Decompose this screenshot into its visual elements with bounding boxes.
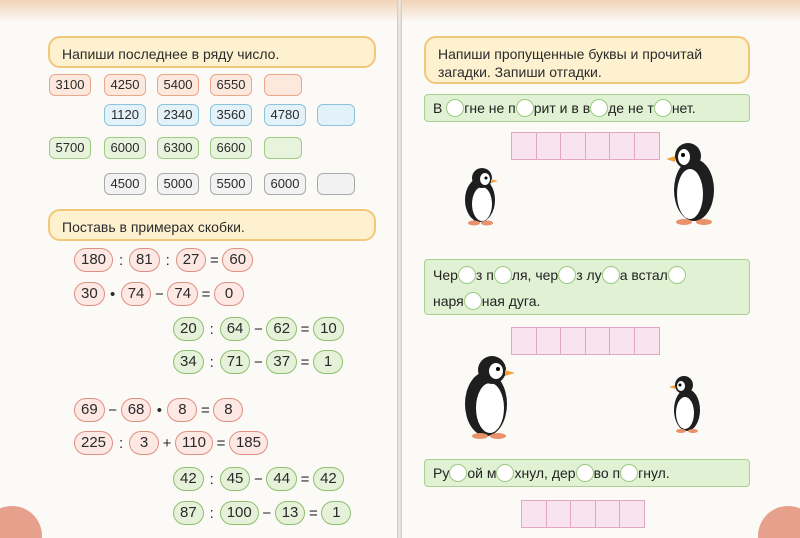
operator-sign: =	[201, 285, 211, 303]
riddle-text: де не т	[608, 100, 654, 116]
example-row	[74, 397, 243, 423]
number-pill: 27	[176, 248, 207, 272]
number-tile: 5700	[49, 137, 91, 159]
number-pill: 100	[220, 501, 259, 525]
riddle-text: гне не п	[464, 100, 516, 116]
operator-sign: :	[209, 504, 214, 522]
book-spine	[397, 0, 402, 538]
answer-box[interactable]	[264, 137, 302, 159]
operator-sign: •	[110, 285, 116, 303]
penguin-illustration	[458, 164, 502, 226]
number-pill: 8	[213, 398, 243, 422]
riddle-3	[424, 459, 750, 487]
number-tile: 4500	[104, 173, 146, 195]
number-pill: 60	[222, 248, 253, 272]
number-tile: 6000	[264, 173, 306, 195]
number-tile: 6000	[104, 137, 146, 159]
riddle-text: ля, чер	[511, 267, 559, 283]
number-pill: 68	[121, 398, 152, 422]
number-pill: 110	[175, 431, 213, 455]
operator-sign: =	[300, 320, 310, 338]
letter-blank[interactable]	[496, 464, 514, 482]
answer-box[interactable]	[264, 74, 302, 96]
number-pill: 69	[74, 398, 105, 422]
penguin-illustration	[668, 372, 706, 434]
letter-blank[interactable]	[602, 266, 620, 284]
number-tile: 5000	[157, 173, 199, 195]
number-tile: 3560	[210, 104, 252, 126]
operator-sign: −	[262, 504, 272, 522]
operator-sign: •	[156, 401, 162, 419]
operator-sign: :	[118, 434, 124, 452]
answer-cells-1[interactable]	[511, 132, 658, 160]
letter-blank[interactable]	[654, 99, 672, 117]
example-row	[74, 281, 244, 307]
number-pill: 1	[313, 350, 343, 374]
operator-sign: −	[154, 285, 164, 303]
penguin-illustration	[664, 138, 722, 226]
riddle-text: а встал	[619, 267, 668, 283]
task-instruction-3: Напиши пропущенные буквы и прочитай загадки. Запиши отгадки.	[424, 36, 750, 84]
operator-sign: −	[253, 353, 263, 371]
answer-box[interactable]	[317, 104, 355, 126]
operator-sign: −	[253, 320, 263, 338]
number-pill: 87	[173, 501, 204, 525]
operator-sign: :	[165, 251, 170, 269]
operator-sign: :	[118, 251, 124, 269]
riddle-text: з лу	[576, 267, 602, 283]
answer-cells-3[interactable]	[521, 500, 644, 528]
number-pill: 8	[167, 398, 197, 422]
operator-sign: −	[253, 470, 263, 488]
task-instruction-1: Напиши последнее в ряду число.	[48, 36, 376, 68]
operator-sign: :	[209, 353, 214, 371]
number-tile: 6300	[157, 137, 199, 159]
riddle-1	[424, 94, 750, 122]
riddle-text: Ру	[433, 465, 450, 481]
answer-box[interactable]	[317, 173, 355, 195]
operator-sign: =	[300, 470, 310, 488]
page-number-corner	[0, 506, 42, 538]
riddle-text: нет.	[671, 100, 696, 116]
operator-sign: =	[300, 353, 310, 371]
operator-sign: +	[162, 434, 172, 452]
letter-blank[interactable]	[558, 266, 576, 284]
number-tile: 5400	[157, 74, 199, 96]
number-pill: 3	[129, 431, 159, 455]
number-pill: 225	[74, 431, 113, 455]
number-tile: 3100	[49, 74, 91, 96]
penguin-illustration	[458, 350, 518, 440]
operator-sign: =	[200, 401, 210, 419]
riddle-text: рит и в в	[533, 100, 591, 116]
letter-blank[interactable]	[458, 266, 476, 284]
example-row	[173, 316, 344, 342]
riddle-text: Чер	[433, 267, 458, 283]
operator-sign: −	[108, 401, 118, 419]
riddle-text: ная дуга.	[481, 293, 541, 309]
example-row	[173, 500, 351, 526]
number-pill: 180	[74, 248, 113, 272]
riddle-text: з п	[475, 267, 494, 283]
number-tile: 4250	[104, 74, 146, 96]
number-pill: 44	[266, 467, 297, 491]
number-pill: 185	[229, 431, 268, 455]
example-row	[74, 430, 268, 456]
letter-blank[interactable]	[516, 99, 534, 117]
number-pill: 42	[173, 467, 204, 491]
task-instruction-2: Поставь в примерах скобки.	[48, 209, 376, 241]
number-pill: 30	[74, 282, 105, 306]
page-number-corner	[758, 506, 800, 538]
operator-sign: :	[209, 320, 214, 338]
number-tile: 5500	[210, 173, 252, 195]
riddle-text: В	[433, 100, 447, 116]
letter-blank[interactable]	[620, 464, 638, 482]
number-tile: 4780	[264, 104, 306, 126]
answer-cells-2[interactable]	[511, 327, 658, 355]
number-pill: 74	[167, 282, 198, 306]
letter-blank[interactable]	[464, 292, 482, 310]
number-tile: 6550	[210, 74, 252, 96]
number-pill: 81	[129, 248, 160, 272]
number-pill: 0	[214, 282, 244, 306]
letter-blank[interactable]	[449, 464, 467, 482]
page-header-band	[400, 0, 800, 22]
page-header-band	[0, 0, 397, 22]
number-pill: 74	[121, 282, 152, 306]
operator-sign: =	[210, 251, 219, 269]
number-pill: 64	[220, 317, 251, 341]
number-pill: 62	[266, 317, 297, 341]
example-row	[173, 349, 343, 375]
number-pill: 45	[220, 467, 251, 491]
letter-blank[interactable]	[576, 464, 594, 482]
number-tile: 1120	[104, 104, 146, 126]
riddle-text: гнул.	[638, 465, 670, 481]
riddle-text: ой м	[467, 465, 497, 481]
operator-sign: =	[216, 434, 226, 452]
letter-blank[interactable]	[494, 266, 512, 284]
riddle-2	[424, 259, 750, 315]
letter-blank[interactable]	[446, 99, 464, 117]
letter-blank[interactable]	[668, 266, 686, 284]
number-tile: 2340	[157, 104, 199, 126]
letter-blank[interactable]	[590, 99, 608, 117]
number-pill: 20	[173, 317, 204, 341]
riddle-text: во п	[593, 465, 621, 481]
number-tile: 6600	[210, 137, 252, 159]
example-row	[173, 466, 344, 492]
example-row	[74, 247, 253, 273]
number-pill: 37	[266, 350, 297, 374]
number-pill: 34	[173, 350, 204, 374]
number-pill: 13	[275, 501, 306, 525]
operator-sign: =	[309, 504, 318, 522]
riddle-text: наря	[433, 293, 464, 309]
number-pill: 1	[321, 501, 351, 525]
number-pill: 10	[313, 317, 344, 341]
operator-sign: :	[209, 470, 214, 488]
number-pill: 71	[220, 350, 251, 374]
riddle-text: хнул, дер	[514, 465, 576, 481]
number-pill: 42	[313, 467, 344, 491]
